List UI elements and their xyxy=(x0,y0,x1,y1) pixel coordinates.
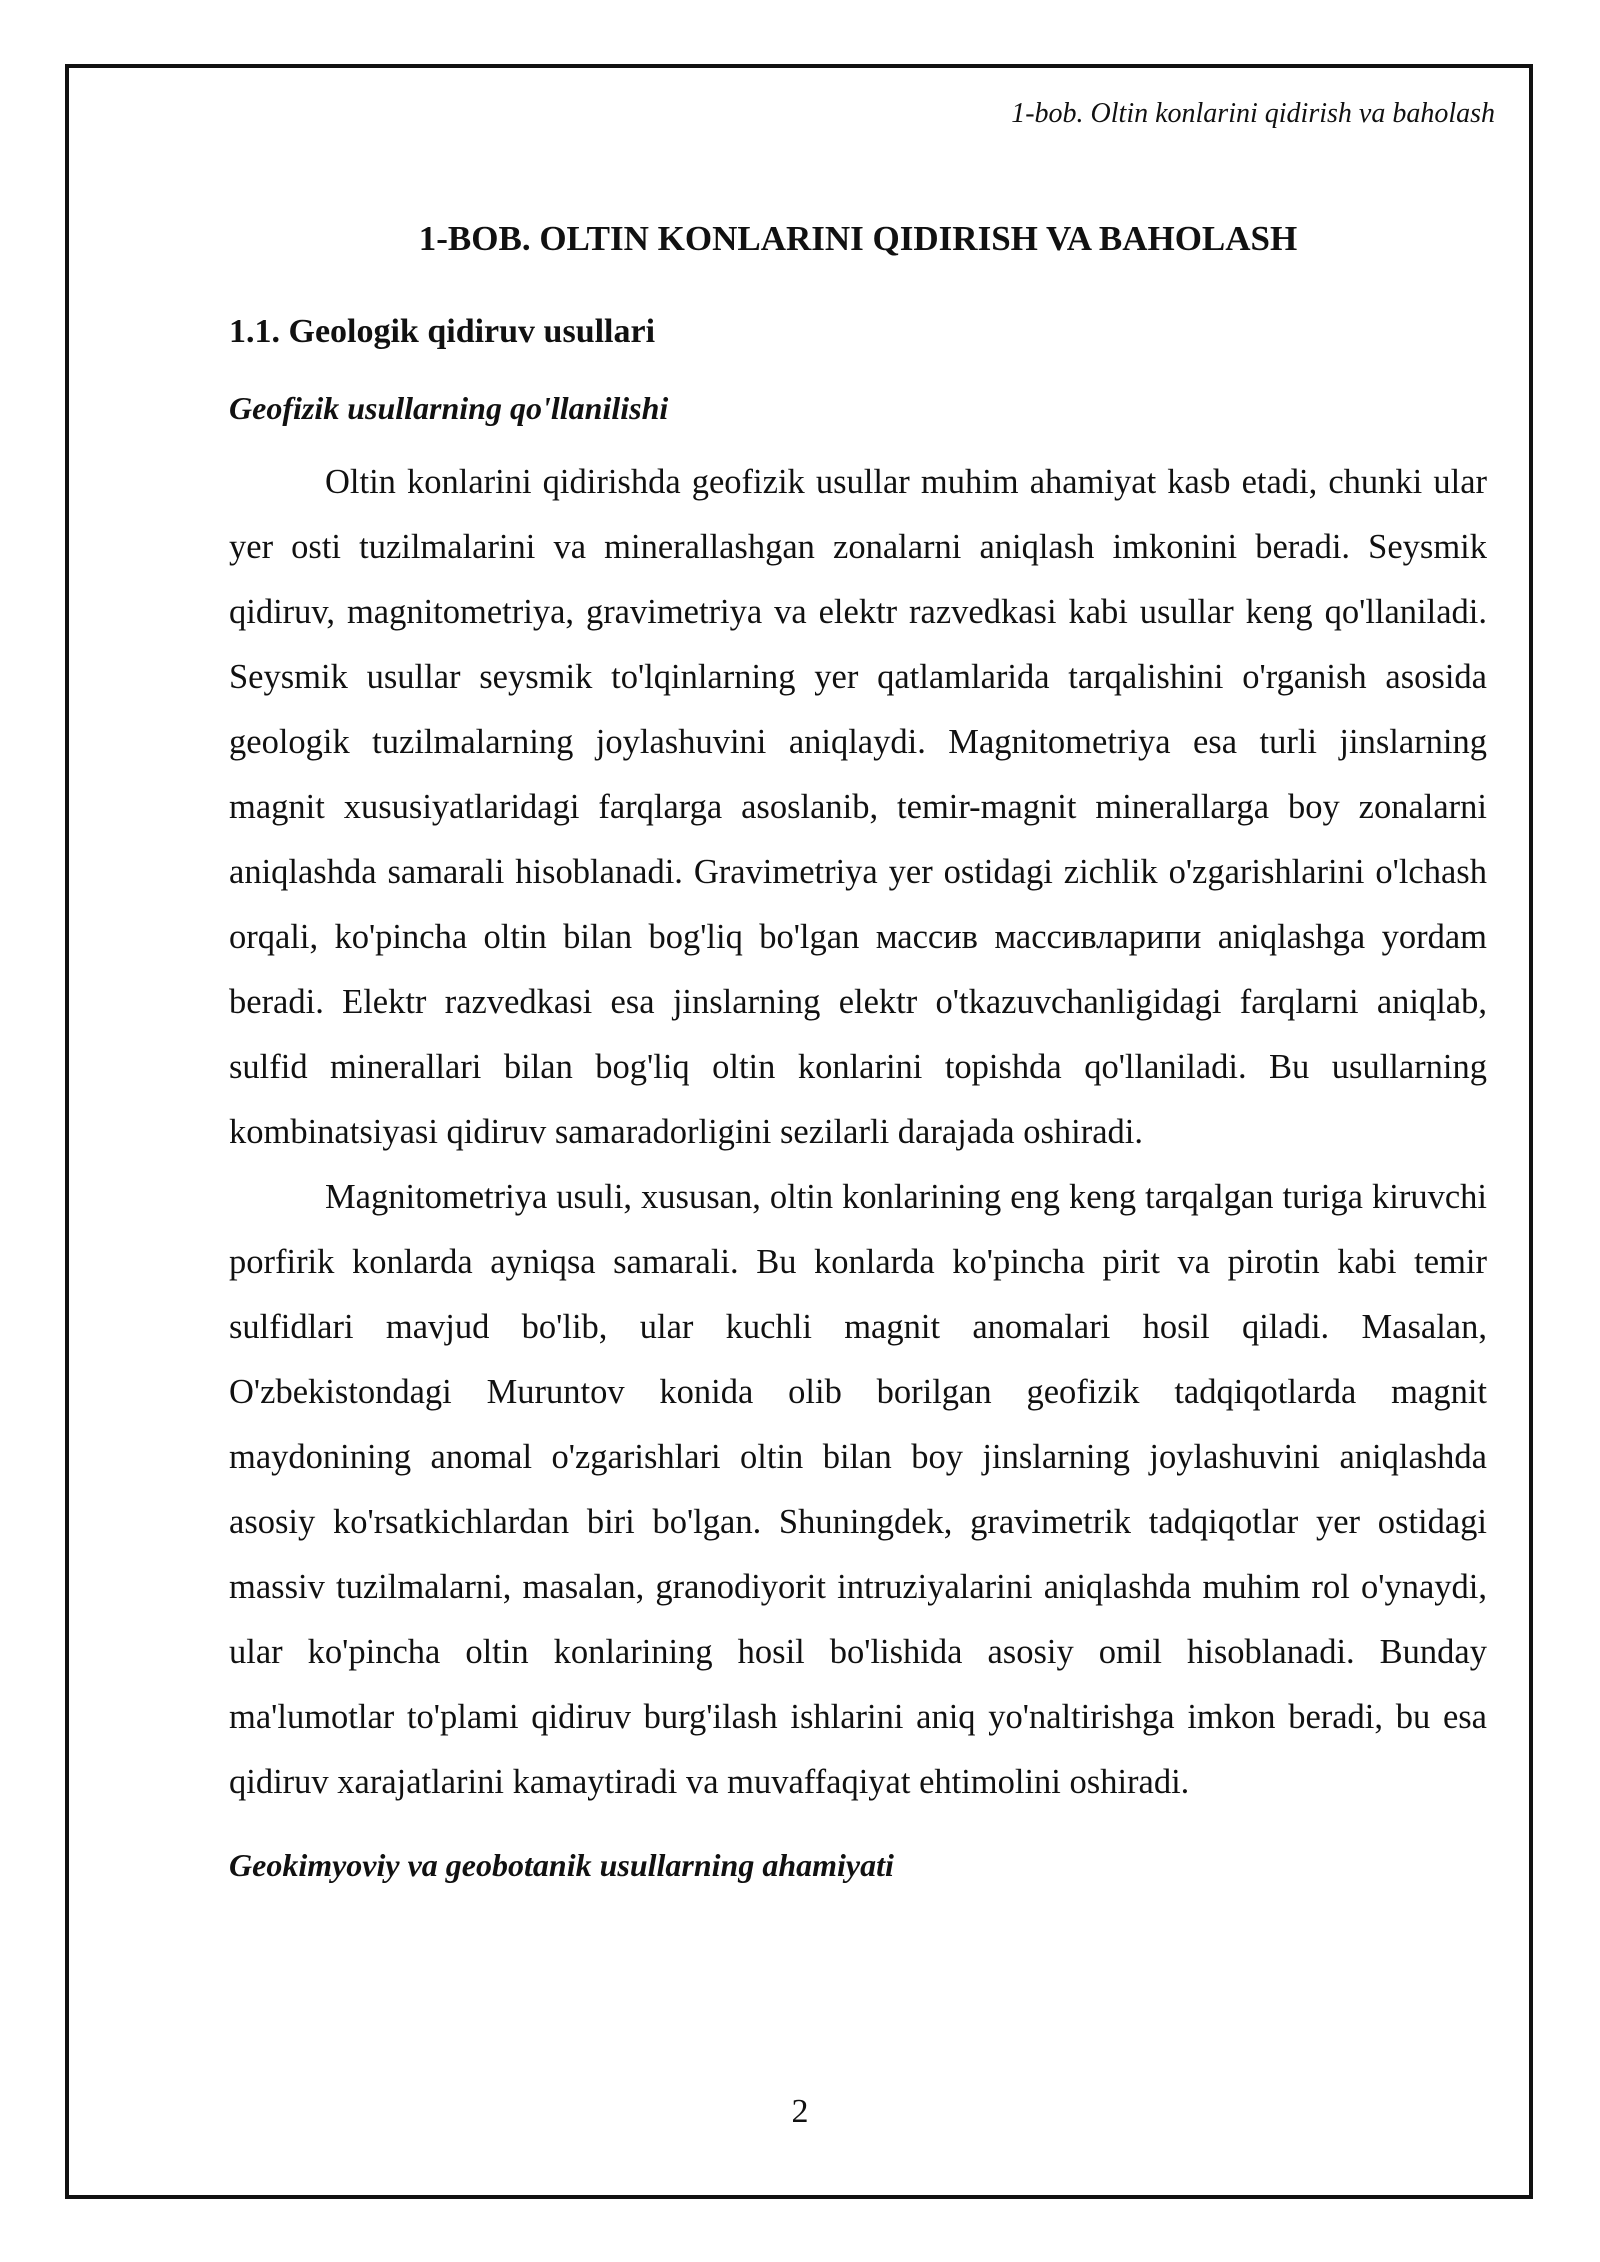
subsection-title-geochemical: Geokimyoviy va geobotanik usullarning ahamiyati xyxy=(229,1847,894,1883)
subsection-title-geophysical: Geofizik usullarning qo'llanilishi xyxy=(229,390,669,426)
page-number: 2 xyxy=(791,2093,809,2130)
chapter-title: 1-BOB. OLTIN KONLARINI QIDIRISH VA BAHOLASH xyxy=(418,219,1298,258)
body-paragraph-2: Magnitometriya usuli, xususan, oltin konlarining eng keng tarqalgan turiga kiruvchi porfirik konlarda ayniqsa samarali. Bu konlarda ko'pincha pirit va pirotin kabi temir sulfidlari mavjud bo'lib, ular kuchli magnit anomalari hosil qiladi. Masalan, O'zbekistondagi Muruntov konida olib borilgan geofizik tadqiqotlarda magnit maydonining anomal o'zgarishlari oltin bilan boy jinslarning joylashuvini aniqlashda asosiy ko'rsatkichlardan biri bo'lgan. Shuningdek, gravimetrik tadqiqotlar yer ostidagi massiv tuzilmalarni, masalan, granodiyorit intruziyalarini aniqlashda muhim rol o'ynaydi, ular ko'pincha oltin konlarining hosil bo'lishida asosiy omil hisoblanadi. Bunday ma'lumotlar to'plami qidiruv burg'ilash ishlarini aniq yo'naltirishga imkon beradi, bu esa qidiruv xarajatlarini kamaytiradi va muvaffaqiyat ehtimolini oshiradi. xyxy=(229,1178,1487,1801)
running-header: 1-bob. Oltin konlarini qidirish va baholash xyxy=(1011,98,1495,129)
page-content xyxy=(229,215,1487,1887)
body-paragraph-1: Oltin konlarini qidirishda geofizik usullar muhim ahamiyat kasb etadi, chunki ular yer osti tuzilmalarini va minerallashgan zonalarni aniqlash imkonini beradi. Seysmik qidiruv, magnitometriya, gravimetriya va elektr razvedkasi kabi usullar keng qo'llaniladi. Seysmik usullar seysmik to'lqinlarning yer qatlamlarida tarqalishini o'rganish asosida geologik tuzilmalarning joylashuvini aniqlaydi. Magnitometriya esa turli jinslarning magnit xususiyatlaridagi farqlarga asoslanib, temir-magnit minerallarga boy zonalarni aniqlashda samarali hisoblanadi. Gravimetriya yer ostidagi zichlik o'zgarishlarini o'lchash orqali, ko'pincha oltin bilan bog'liq bo'lgan массив массивларипи aniqlashga yordam beradi. Elektr razvedkasi esa jinslarning elektr o'tkazuvchanligidagi farqlarni aniqlab, sulfid minerallari bilan bog'liq oltin konlarini topishda qo'llaniladi. Bu usullarning kombinatsiyasi qidiruv samaradorligini sezilarli darajada oshiradi. xyxy=(229,463,1487,1151)
section-title: 1.1. Geologik qidiruv usullari xyxy=(229,313,656,350)
